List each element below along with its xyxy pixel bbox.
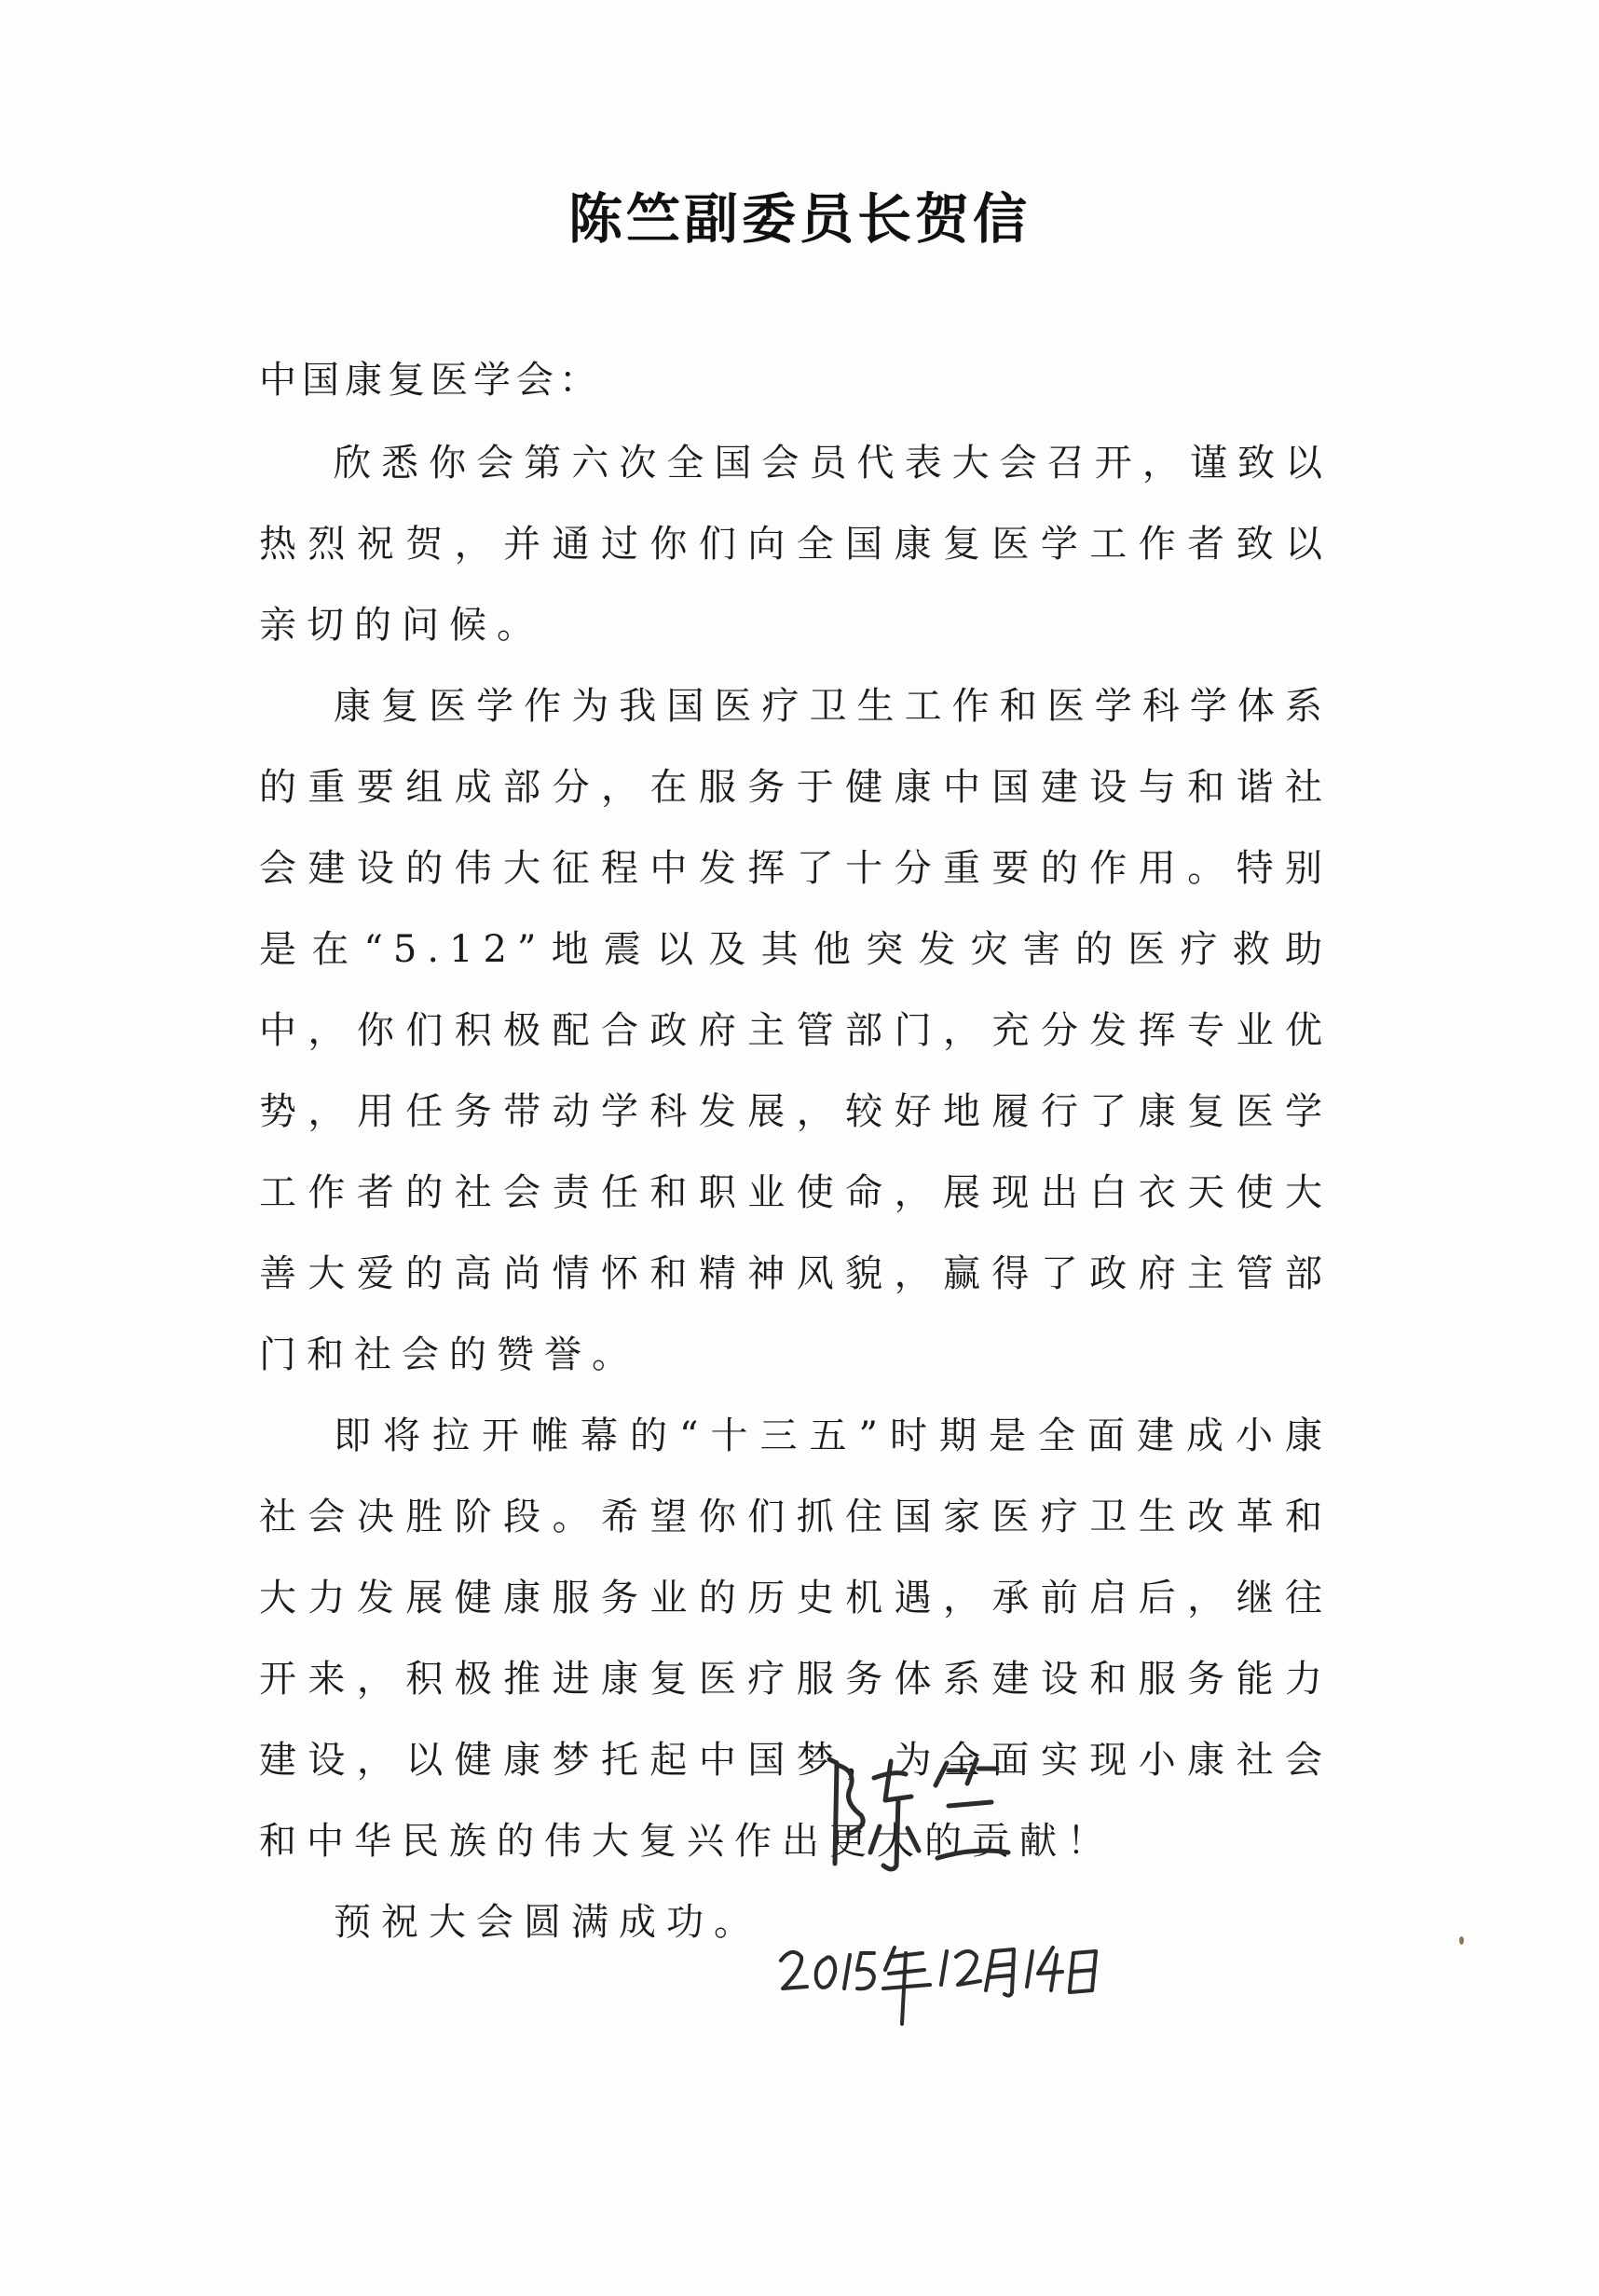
paragraph-role: 康复医学作为我国医疗卫生工作和医学科学体系的重要组成部分，在服务于健康中国建设与和谐社会建设的伟大征程中发挥了十分重要的作用。特别是在“5.12”地震以及其他突发灾害的医疗救助中，你们积极配合政府主管部门，充分发挥专业优势，用任务带动学科发展，较好地履行了康复医学工作者的社会责任和职业使命，展现出白衣天使大善大爱的高尚情怀和精神风貌，赢得了政府主管部门和社会的赞誉。 [259,685,1332,1376]
handwritten-date [773,1920,1109,2031]
letter-salutation: 中国康复医学会： [259,359,602,402]
letter-body [259,423,1332,1963]
handwritten-signature [809,1742,1023,1882]
paragraph-greeting: 欣悉你会第六次全国会员代表大会召开，谨致以热烈祝贺，并通过你们向全国康复医学工作者致以亲切的问候。 [259,442,1332,647]
letter-title: 陈竺副委员长贺信 [567,187,1031,251]
paragraph-wishes: 预祝大会圆满成功。 [334,1901,761,1944]
paragraph-outlook: 即将拉开帷幕的“十三五”时期是全面建成小康社会决胜阶段。希望你们抓住国家医疗卫生改革和大力发展健康服务业的历史机遇，承前启后，继往开来，积极推进康复医疗服务体系建设和服务能力建设，以健康梦托起中国梦，为全面实现小康社会和中华民族的伟大复兴作出更大的贡献！ [259,1414,1332,1863]
paper-speck [1459,1936,1464,1945]
